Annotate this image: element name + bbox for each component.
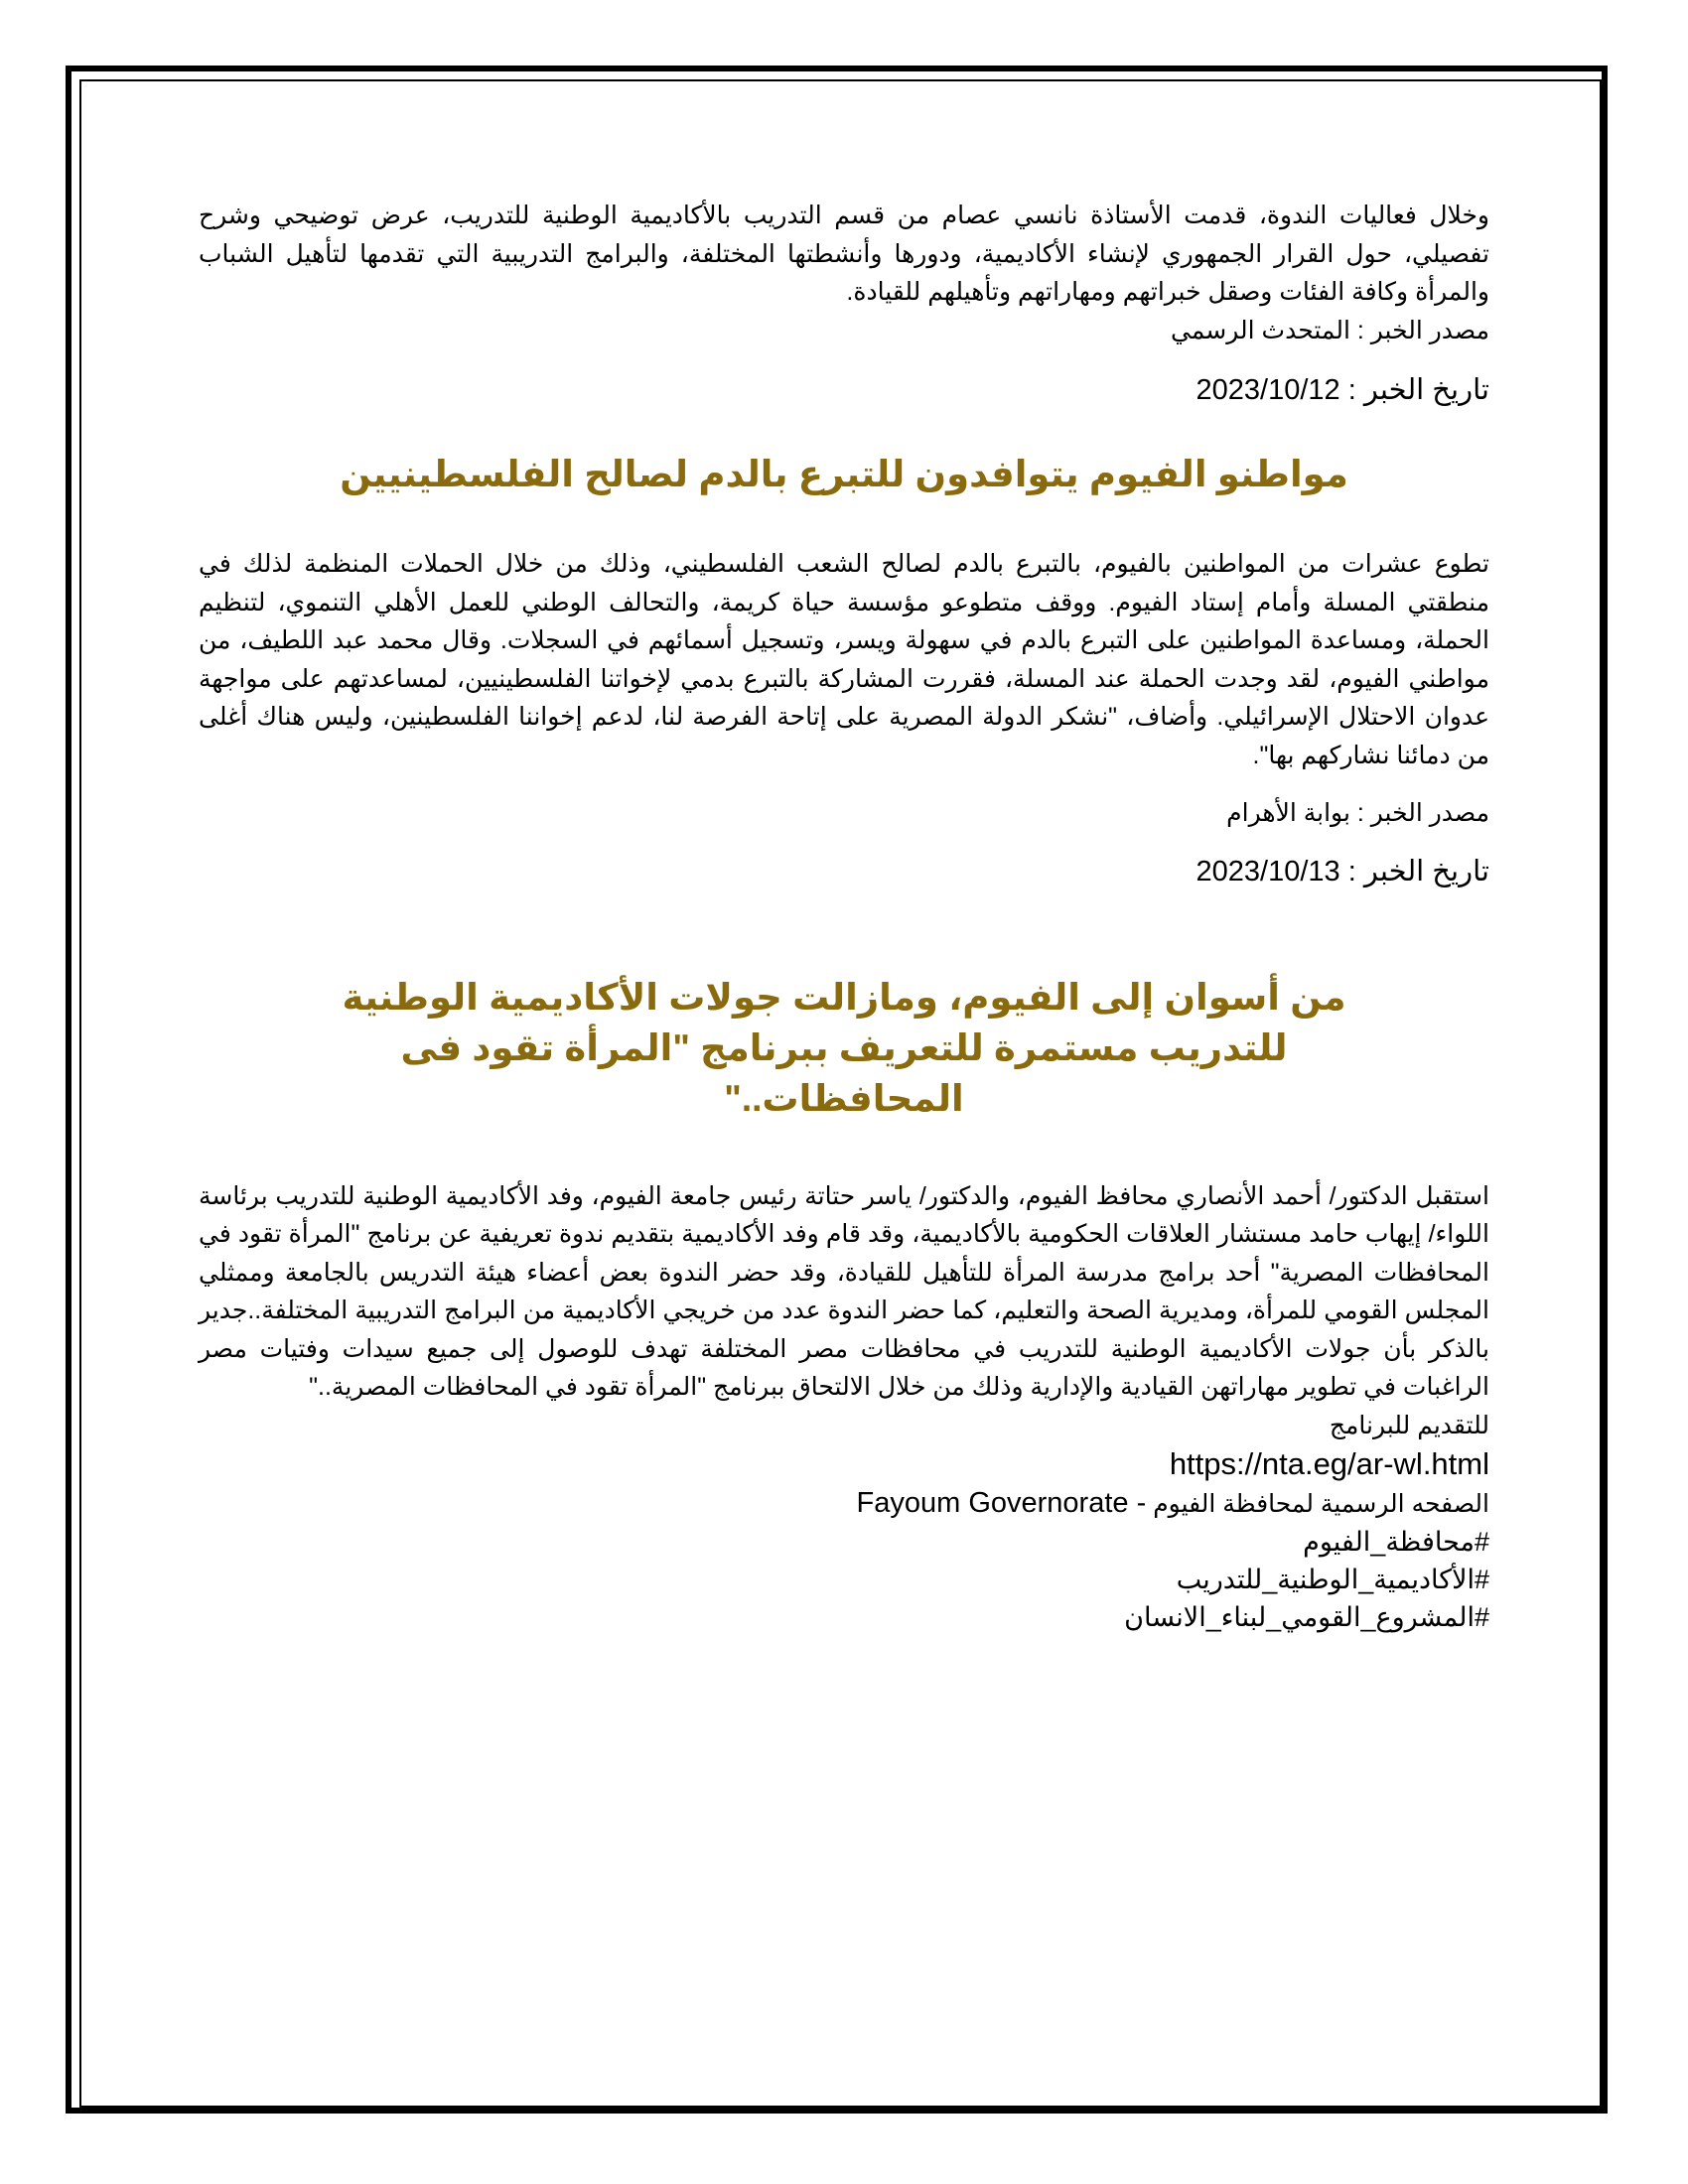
news1-date-label: تاريخ الخبر : [1339,374,1489,406]
news1-date [199,371,1489,409]
news2-date-label: تاريخ الخبر : [1339,855,1489,887]
news2-paragraph: تطوع عشرات من المواطنين بالفيوم، بالتبرع بالدم لصالح الشعب الفلسطيني، وذلك من خلال الحملات المنظمة لذلك في منطقتي المسلة وأمام إستاد الفيوم. ووقف متطوعو مؤسسة حياة كريمة، والتحالف الوطني للعمل الأهلي التنموي، لتنظيم الحملة، ومساعدة المواطنين على التبرع بالدم في سهولة ويسر، وتسجيل أسمائهم في السجلات. وقال محمد عبد اللطيف، من مواطني الفيوم، لقد وجدت الحملة عند المسلة، فقررت المشاركة بالتبرع بدمي لإخواتنا الفلسطينيين، لمساعدتهم على مواجهة عدوان الاحتلال الإسرائيلي. وأضاف، "نشكر الدولة المصرية على إتاحة الفرصة لنا، لدعم إخواننا الفلسطينين، وليس هناك أغلى من دمائنا نشاركهم بها". [199,550,1489,769]
news1-source-label: مصدر الخبر : [1349,316,1489,344]
news2-title: مواطنو الفيوم يتوافدون للتبرع بالدم لصالح الفلسطينيين [340,454,1348,494]
news2-date [199,853,1489,890]
news3-apply-label: للتقديم للبرنامج [1329,1411,1489,1439]
news3-page-label-en: Fayoum Governorate - [856,1487,1147,1519]
news1-date-value: 2023/10/12 [1196,374,1340,406]
news2-source-value: بوابة الأهرام [1226,799,1350,827]
hashtag-fayoum[interactable]: #محافظة_الفيوم [1303,1527,1489,1557]
news3-page-label-ar: الصفحه الرسمية لمحافظة الفيوم [1153,1490,1489,1518]
news3-paragraph: استقبل الدكتور/ أحمد الأنصاري محافظ الفيوم، والدكتور/ ياسر حتاتة رئيس جامعة الفيوم، وفد الأكاديمية الوطنية للتدريب برئاسة اللواء/ إيهاب حامد مستشار العلاقات الحكومية بالأكاديمية، وقد قام وفد الأكاديمية بتقديم ندوة تعريفية عن برنامج "المرأة تقود في المحافظات المصرية" أحد برامج مدرسة المرأة للتأهيل للقيادة، وقد حضر الندوة بعض أعضاء هيئة التدريس بالجامعة وممثلي المجلس القومي للمرأة، ومديرية الصحة والتعليم، كما حضر الندوة عدد من خريجي الأكاديمية من البرامج التدريبية المختلفة..جدير بالذكر بأن جولات الأكاديمية الوطنية للتدريب في محافظات مصر المختلفة تهدف للوصول إلى جميع سيدات وفتيات مصر الراغبات في تطوير مهاراتهن القيادية والإدارية وذلك من خلال الالتحاق ببرنامج "المرأة تقود في المحافظات المصرية.." [199,1181,1489,1401]
hashtag-human-building[interactable]: #المشروع_القومي_لبناء_الانسان [1124,1602,1489,1632]
document-body [199,197,1489,1636]
news1-paragraph: وخلال فعاليات الندوة، قدمت الأستاذة نانسي عصام من قسم التدريب بالأكاديمية الوطنية للتدريب، عرض توضيحي وشرح تفصيلي، حول القرار الجمهوري لإنشاء الأكاديمية، ودورها وأنشطتها المختلفة، والبرامج التدريبية التي تقدمها لتأهيل الشباب والمرأة وكافة الفئات وصقل خبراتهم ومهاراتهم وتأهيلهم للقيادة. [199,202,1489,306]
news2-date-value: 2023/10/13 [1196,855,1340,887]
hashtag-academy[interactable]: #الأكاديمية_الوطنية_للتدريب [1176,1565,1489,1594]
news1-source [199,312,1489,350]
news1-source-value: المتحدث الرسمي [1171,316,1350,344]
news3-program-link[interactable]: https://nta.eg/ar-wl.html [1169,1446,1489,1481]
news3-title: من أسوان إلى الفيوم، ومازالت جولات الأكاديمية الوطنية للتدريب مستمرة للتعريف ببرنامج "المرأة تقود فى المحافظات.." [342,976,1346,1119]
news3-official-page [199,1484,1489,1523]
news2-source-label: مصدر الخبر : [1349,799,1489,827]
news2-source [199,794,1489,833]
